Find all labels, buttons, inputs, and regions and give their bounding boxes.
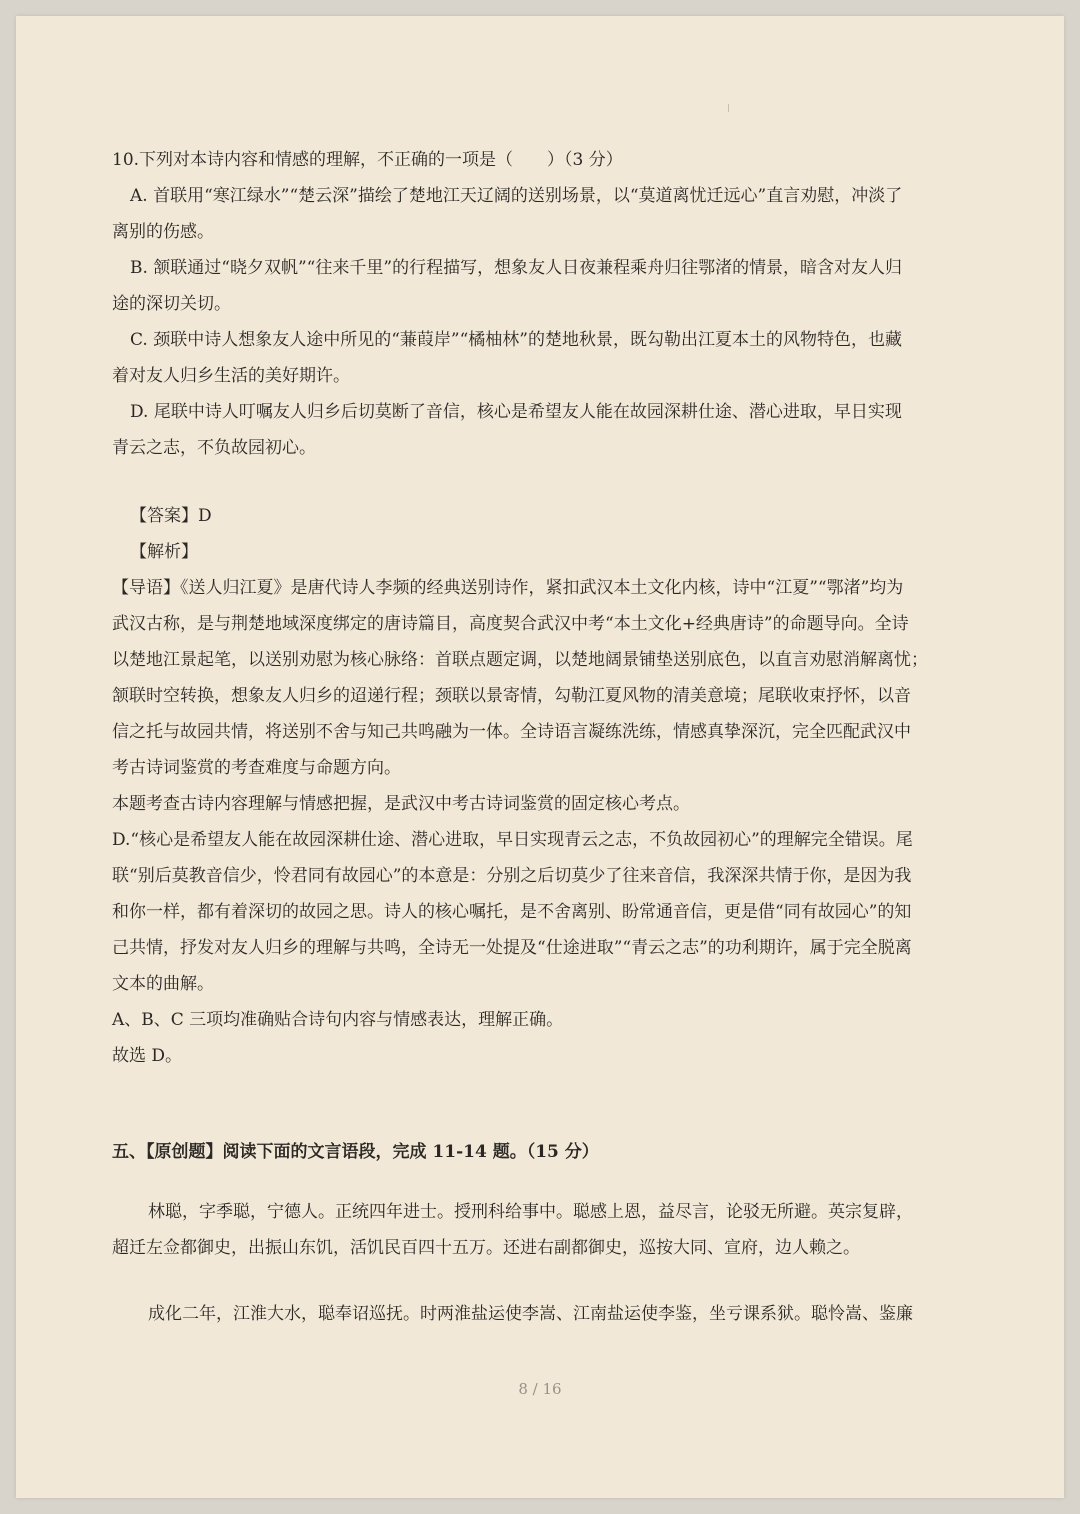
answer-section bbox=[112, 498, 972, 1074]
question-10 bbox=[112, 142, 972, 466]
guide-line-5: 信之托与故园共情，将送别不舍与知己共鸣融为一体。全诗语言凝练洗练，情感真挚深沉，完全匹配武汉中 bbox=[112, 722, 911, 742]
guide-line-3: 以楚地江景起笔，以送别劝慰为核心脉络：首联点题定调，以楚地阔景铺垫送别底色，以直言劝慰消解离忧； bbox=[112, 650, 928, 670]
option-b-line-1: B. 颔联通过“晓夕双帆”“往来千里”的行程描写，想象友人日夜兼程乘舟归往鄂渚的情景，暗含对友人归 bbox=[130, 258, 903, 278]
guide-line-1: 【导语】《送人归江夏》是唐代诗人李频的经典送别诗作，紧扣武汉本土文化内核，诗中“江夏”“鄂渚”均为 bbox=[112, 578, 904, 598]
option-c-line-1: C. 颈联中诗人想象友人途中所见的“蒹葭岸”“橘柚林”的楚地秋景，既勾勒出江夏本土的风物特色，也藏 bbox=[130, 330, 902, 350]
answer-line: 【答案】D bbox=[130, 506, 212, 526]
others-line: A、B、C 三项均准确贴合诗句内容与情感表达，理解正确。 bbox=[112, 1010, 564, 1030]
document-page bbox=[16, 16, 1064, 1498]
guide-line-6: 考古诗词鉴赏的考查难度与命题方向。 bbox=[112, 758, 401, 778]
d-analysis-line-2: 联“别后莫教音信少，怜君同有故园心”的本意是：分别之后切莫少了往来音信，我深深共情于你，是因为我 bbox=[112, 866, 912, 886]
focus-line: 本题考查古诗内容理解与情感把握，是武汉中考古诗词鉴赏的固定核心考点。 bbox=[112, 794, 690, 814]
guide-line-2: 武汉古称，是与荆楚地域深度绑定的唐诗篇目，高度契合武汉中考“本土文化+经典唐诗”的命题导向。全诗 bbox=[112, 614, 909, 634]
passage-para-2-line-1: 成化二年，江淮大水，聪奉诏巡抚。时两淮盐运使李嵩、江南盐运使李鉴，坐亏课系狱。聪怜嵩、鉴廉 bbox=[148, 1304, 913, 1324]
analysis-label: 【解析】 bbox=[130, 542, 198, 562]
d-analysis-line-5: 文本的曲解。 bbox=[112, 974, 214, 994]
option-c-line-2: 着对友人归乡生活的美好期许。 bbox=[112, 366, 350, 386]
guide-line-4: 颔联时空转换，想象友人归乡的迢递行程；颈联以景寄情，勾勒江夏风物的清美意境；尾联收束抒怀，以音 bbox=[112, 686, 911, 706]
section-heading: 五、【原创题】阅读下面的文言语段，完成 11-14 题。（15 分） bbox=[112, 1142, 599, 1162]
page-number: 8 / 16 bbox=[518, 1380, 562, 1398]
conclusion-line: 故选 D。 bbox=[112, 1046, 183, 1066]
section-5 bbox=[112, 1134, 972, 1332]
option-d-line-1: D. 尾联中诗人叮嘱友人归乡后切莫断了音信，核心是希望友人能在故园深耕仕途、潜心进取，早日实现 bbox=[130, 402, 902, 422]
option-a-line-1: A. 首联用“寒江绿水”“楚云深”描绘了楚地江天辽阔的送别场景，以“莫道离忧迁远心”直言劝慰，冲淡了 bbox=[130, 186, 903, 206]
passage-para-1-line-2: 超迁左佥都御史，出振山东饥，活饥民百四十五万。还进右副都御史，巡按大同、宣府，边人赖之。 bbox=[112, 1238, 860, 1258]
page-content bbox=[112, 142, 972, 1332]
d-analysis-line-3: 和你一样，都有着深切的故园之思。诗人的核心嘱托，是不舍离别、盼常通音信，更是借“同有故园心”的知 bbox=[112, 902, 912, 922]
question-stem: 10.下列对本诗内容和情感的理解，不正确的一项是（ ）（3 分） bbox=[112, 150, 623, 170]
page-mark bbox=[728, 104, 729, 112]
option-b-line-2: 途的深切关切。 bbox=[112, 294, 231, 314]
option-d-line-2: 青云之志，不负故园初心。 bbox=[112, 438, 316, 458]
d-analysis-line-1: D.“核心是希望友人能在故园深耕仕途、潜心进取，早日实现青云之志，不负故园初心”的理解完全错误。尾 bbox=[112, 830, 913, 850]
d-analysis-line-4: 己共情，抒发对友人归乡的理解与共鸣，全诗无一处提及“仕途进取”“青云之志”的功利期许，属于完全脱离 bbox=[112, 938, 912, 958]
option-a-line-2: 离别的伤感。 bbox=[112, 222, 214, 242]
passage-para-1-line-1: 林聪，字季聪，宁德人。正统四年进士。授刑科给事中。聪感上恩，益尽言，论驳无所避。英宗复辟， bbox=[148, 1202, 913, 1222]
